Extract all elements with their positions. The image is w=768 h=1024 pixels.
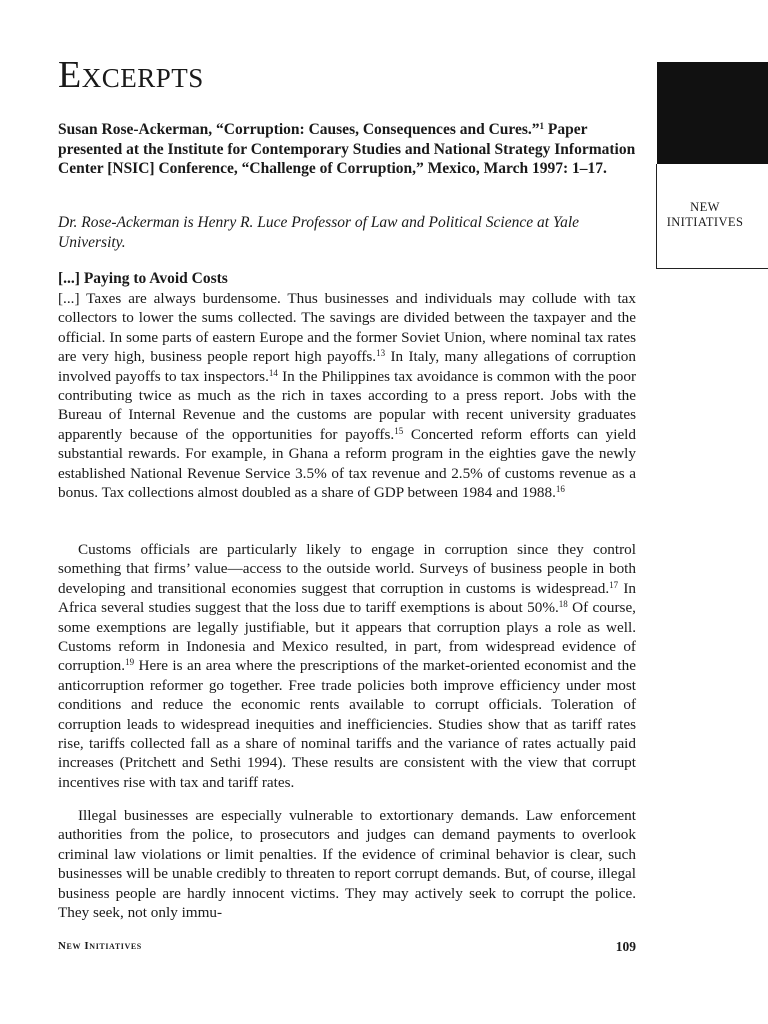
footnote-ref-14: 14 — [268, 367, 278, 378]
author-note: Dr. Rose-Ackerman is Henry R. Luce Professor of Law and Political Science at Yale University. — [58, 214, 580, 251]
sidebar-label-line-2: INITIATIVES — [666, 215, 744, 229]
sidebar-label-line-1: NEW — [690, 200, 720, 214]
page-title-initial: E — [58, 54, 82, 96]
footnote-ref-17: 17 — [609, 579, 619, 590]
citation — [58, 120, 638, 179]
page-title-rest: XCERPTS — [81, 63, 204, 93]
citation-note-ref: 1 — [539, 121, 545, 131]
page-title — [58, 56, 204, 94]
p1-sentence-3: In the Philippines tax avoidance is common with the poor contributing twice as much as the rich in taxes according to a press report. Jobs with the Bureau of Internal Revenue and the customs are popular with recent university graduates apparently because of the opportunities for payoffs. — [58, 367, 637, 443]
citation-text: Susan Rose-Ackerman, “Corruption: Causes, Consequences and Cures.” — [58, 121, 540, 138]
citation-text-after: Paper presented at the Institute for Contemporary Studies and National Strategy Information Center [NSIC] Conference, “Challenge of Corruption,” Mexico, March 1997: 1–17. — [58, 121, 636, 177]
sidebar-label — [657, 200, 753, 230]
p1-sentence-2: In Italy, many allegations of corruption involved payoffs to tax inspectors. — [58, 348, 636, 385]
p2-sentence-3: Of course, some exemptions are legally justifiable, but it appears that corruption plays a role as well. Customs reform in Indonesia and Mexico resulted, in part, from widespread evidence of corruption. — [58, 599, 636, 675]
footer-journal-name: New Initiatives — [58, 940, 142, 952]
p1-sentence-1: [...] Taxes are always burdensome. Thus businesses and individuals may collude with tax collectors to lower the sums collected. The savings are divided between the taxpayer and the official. In some parts of eastern Europe and the former Soviet Union, where nominal tax rates are very high, business people report high payoffs. — [58, 290, 636, 366]
p2-sentence-2: In Africa several studies suggest that the loss due to tariff exemptions is about 50%. — [58, 579, 636, 617]
p3-sentence-1: Illegal businesses are especially vulnerable to extortionary demands. Law enforcement authorities from the police, to prosecutors and judges can demand payments to overlook criminal law violations or limit penalties. If the evidence of criminal behavior is clear, such businesses will be unable credibly to threaten to report corrupt demands. But, of course, illegal business people are hardly innocent victims. They may actively seek to corrupt the police. They seek, not only immu- — [58, 807, 636, 922]
footnote-ref-13: 13 — [376, 348, 386, 359]
body-paragraph-2 — [58, 540, 636, 792]
footnote-ref-16: 16 — [555, 484, 565, 495]
footnote-ref-15: 15 — [394, 425, 404, 436]
sidebar-black-tab — [657, 62, 768, 164]
p2-sentence-4: Here is an area where the prescriptions of the market-oriented economist and the anticorruption reformer go together. Free trade policies both improve efficiency under most conditions and reduce the economic rents available to corrupt officials. Toleration of corruption leads to widespread inequities and inefficiencies. Studies show that as tariff rates rise, tariffs collected fall as a share of nominal tariffs and the variance of rates actually paid increases (Pritchett and Sethi 1994). These results are consistent with the view that corrupt incentives rise with tax and tariff rates. — [58, 657, 636, 791]
body-paragraph-1 — [58, 289, 636, 502]
p2-sentence-1: Customs officials are particularly likely to engage in corruption since they control something that firms’ value—access to the outside world. Surveys of business people in both developing and transitional economies suggest that corruption in customs is widespread. — [58, 541, 636, 597]
footnote-ref-19: 19 — [125, 657, 135, 668]
footnote-ref-18: 18 — [558, 599, 568, 610]
p1-sentence-4: Concerted reform efforts can yield substantial rewards. For example, in Ghana a reform program in the eighties gave the newly established National Revenue Service 3.5% of tax revenue and 2.5% of customs revenue as a bonus. Tax collections almost doubled as a share of GDP between 1984 and 1988. — [58, 425, 636, 502]
body-paragraph-3 — [58, 806, 636, 922]
section-heading: [...] Paying to Avoid Costs — [58, 270, 228, 287]
page-number: 109 — [615, 939, 636, 954]
